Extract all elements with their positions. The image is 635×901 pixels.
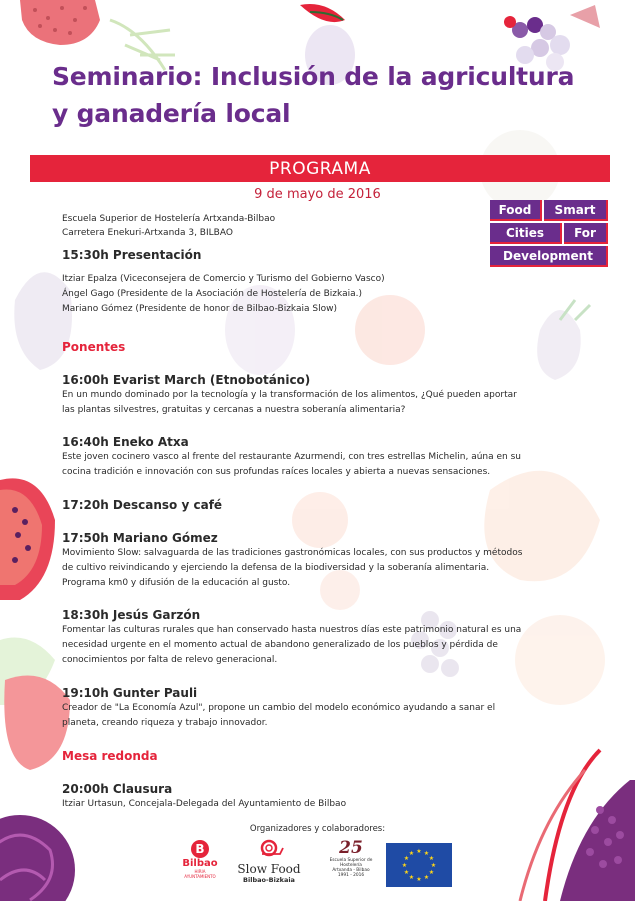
page-title xyxy=(52,58,612,132)
mesa-redonda-label: Mesa redonda xyxy=(62,749,158,763)
fsd-word-cities: Cities xyxy=(490,223,562,244)
talk-description: En un mundo dominado por la tecnología y la transformación de los alimentos, ¿Qué pueden aportar xyxy=(62,390,517,400)
venue-line-1: Escuela Superior de Hostelería Artxanda-Bilbao xyxy=(62,214,276,224)
talk-description: Programa km0 y difusión de la educación al gusto. xyxy=(62,578,291,588)
schedule-break xyxy=(62,497,582,513)
fsd-word-development: Development xyxy=(490,246,608,267)
venue-line-2: Carretera Enekuri-Artxanda 3, BILBAO xyxy=(62,228,233,238)
talk-description: Fomentar las culturas rurales que han conservado hasta nuestros días este patrimonio natural es una xyxy=(62,625,522,635)
svg-text:★: ★ xyxy=(428,855,435,862)
talk-description: Creador de "La Economía Azul", propone un cambio del modelo económico ayudando a sanar el xyxy=(62,703,496,713)
talk-description: Movimiento Slow: salvaguarda de las tradiciones gastronómicas locales, con sus productos y métodos xyxy=(62,548,523,558)
presenter-1: Itziar Epalza (Viceconsejera de Comercio y Turismo del Gobierno Vasco) xyxy=(62,274,385,284)
schedule-talk-3 xyxy=(62,530,582,591)
svg-text:★: ★ xyxy=(403,855,410,862)
escuela-logo-line-1: Escuela Superior de Hostelería xyxy=(329,858,373,868)
schedule-talk-5 xyxy=(62,685,582,731)
slow-food-text: Slow Food xyxy=(237,862,301,876)
schedule-talk-2 xyxy=(62,434,582,480)
eu-stars-icon xyxy=(386,843,452,887)
presenter-3: Mariano Gómez (Presidente de honor de Bilbao-Bizkaia Slow) xyxy=(62,304,337,314)
svg-text:★: ★ xyxy=(428,869,435,876)
svg-text:★: ★ xyxy=(423,874,430,881)
schedule-heading: 16:40h Eneko Atxa xyxy=(62,435,189,449)
schedule-clausura xyxy=(62,781,582,812)
talk-description: Este joven cocinero vasco al frente del restaurante Azurmendi, con tres estrellas Michelin, aúna en su xyxy=(62,452,521,462)
ponentes-label: Ponentes xyxy=(62,340,126,354)
bilbao-logo-sub-1: HIRIA xyxy=(194,869,206,874)
svg-text:★: ★ xyxy=(423,850,430,857)
slow-food-sub-text: Bilbao-Bizkaia xyxy=(243,876,295,884)
slow-food-logo xyxy=(230,838,308,884)
fsd-word-smart: Smart xyxy=(544,200,608,221)
presenter-2: Ángel Gago (Presidente de la Asociación de Hostelería de Bizkaia.) xyxy=(62,289,362,299)
talk-description: planeta, creando riqueza y trabajo innovador. xyxy=(62,718,268,728)
svg-text:★: ★ xyxy=(408,874,415,881)
svg-text:★: ★ xyxy=(408,850,415,857)
talk-description: necesidad urgente en el momento actual de abandono generalizado de los pueblos y pérdida de xyxy=(62,640,498,650)
title-line-2: y ganadería local xyxy=(52,99,291,128)
talk-description: de cultivo reivindicando y ejerciendo la defensa de la biodiversidad y la soberanía alimentaria. xyxy=(62,563,490,573)
schedule-heading: 19:10h Gunter Pauli xyxy=(62,686,198,700)
escuela-logo-line-3: 1991 - 2016 xyxy=(337,873,365,878)
eu-flag-logo xyxy=(386,843,452,887)
schedule-heading: 16:00h Evarist March (Etnobotánico) xyxy=(62,373,311,387)
organizers-label: Organizadores y colaboradores: xyxy=(249,824,386,834)
bilbao-logo-text: Bilbao xyxy=(182,858,218,869)
schedule-heading: 18:30h Jesús Garzón xyxy=(62,608,201,622)
programa-label: PROGRAMA xyxy=(269,158,371,179)
programa-banner xyxy=(30,155,610,182)
escuela-logo-line-2: Artxanda - Bilbao xyxy=(332,868,370,873)
svg-text:★: ★ xyxy=(416,848,422,855)
svg-text:★: ★ xyxy=(430,862,437,869)
clausura-speaker: Itziar Urtasun, Concejala-Delegada del Ayuntamiento de Bilbao xyxy=(62,799,347,809)
fsd-word-food: Food xyxy=(490,200,542,221)
schedule-heading: 20:00h Clausura xyxy=(62,782,173,796)
svg-text:★: ★ xyxy=(403,869,410,876)
escuela-hosteleria-logo xyxy=(320,838,382,878)
schedule-heading: 17:50h Mariano Gómez xyxy=(62,531,218,545)
schedule-presentacion xyxy=(62,247,582,317)
talk-description: conocimientos por falta de relevo generacional. xyxy=(62,655,278,665)
svg-text:★: ★ xyxy=(401,862,408,869)
bilbao-b-icon: B xyxy=(191,840,209,858)
escuela-25-mark: 25 xyxy=(339,838,363,858)
talk-description: las plantas silvestres, gratuitas y cercanas a nuestra soberanía alimentaria? xyxy=(62,405,406,415)
snail-icon xyxy=(230,838,308,858)
talk-description: cocina tradición e innovación con sus profundas raíces locales y abierta a nuevas sensaciones. xyxy=(62,467,491,477)
bilbao-logo-sub-2: AYUNTAMIENTO xyxy=(184,874,216,879)
bilbao-logo xyxy=(180,840,220,879)
svg-text:★: ★ xyxy=(416,876,422,883)
schedule-heading: 15:30h Presentación xyxy=(62,248,202,262)
schedule-talk-4 xyxy=(62,607,582,668)
schedule-talk-1 xyxy=(62,372,582,418)
fsd-word-for: For xyxy=(564,223,608,244)
venue-address xyxy=(62,212,275,240)
schedule-heading: 17:20h Descanso y café xyxy=(62,498,223,512)
event-date: 9 de mayo de 2016 xyxy=(254,187,381,202)
title-line-1: Seminario: Inclusión de la agricultura xyxy=(52,62,575,91)
